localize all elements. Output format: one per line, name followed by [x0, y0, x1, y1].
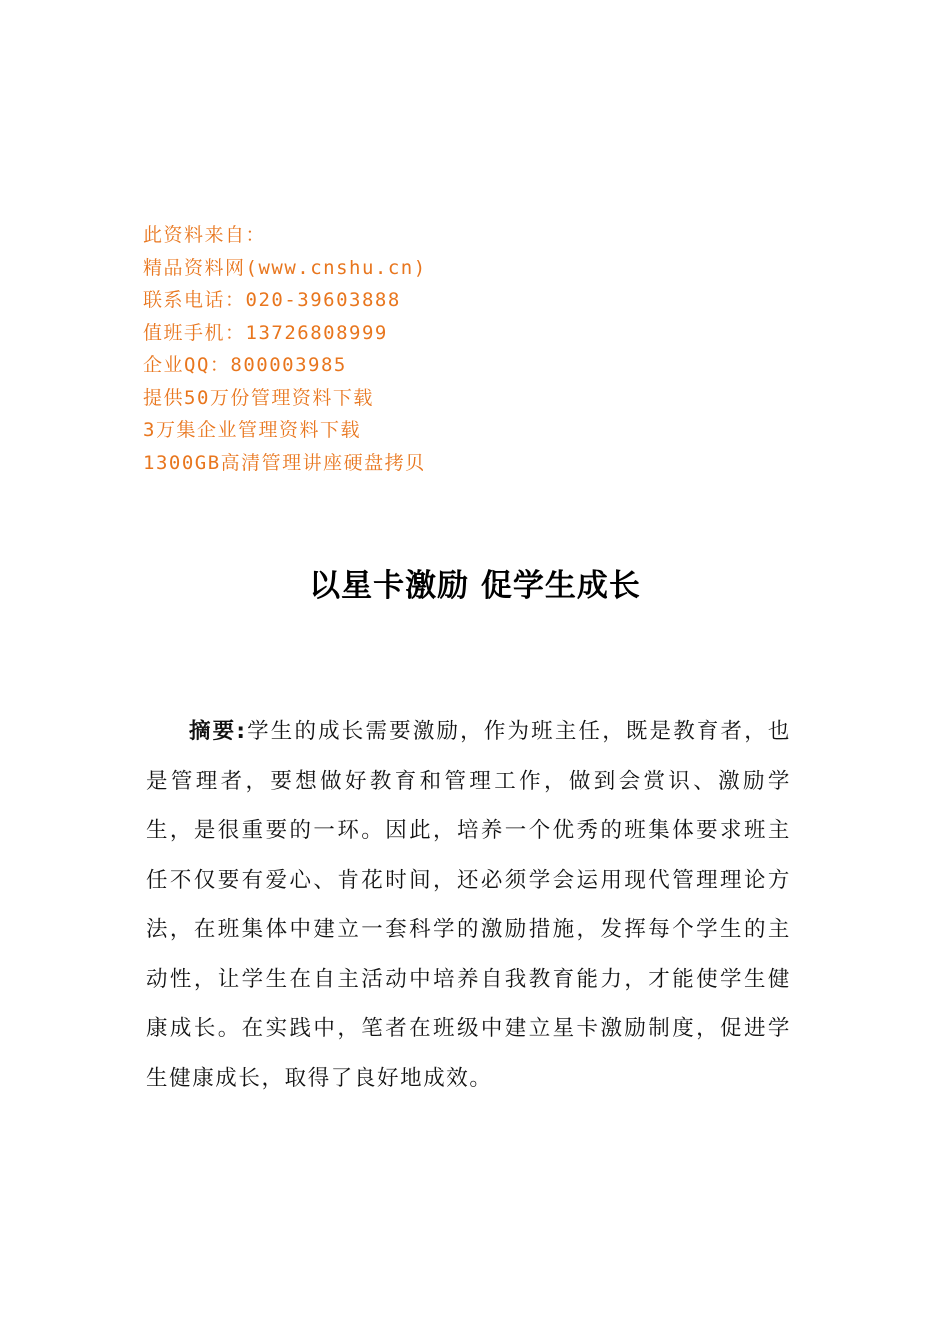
- source-info-block: [143, 219, 703, 479]
- abstract-paragraph: [146, 707, 791, 1103]
- source-line-mobile: 值班手机：13726808999: [143, 321, 388, 344]
- abstract-text: 学生的成长需要激励，作为班主任，既是教育者，也是管理者，要想做好教育和管理工作，做到会赏识、激励学生，是很重要的一环。因此，培养一个优秀的班集体要求班主任不仅要有爱心、肯花时间，还必须学会运用现代管理理论方法，在班集体中建立一套科学的激励措施，发挥每个学生的主动性，让学生在自主活动中培养自我教育能力，才能使学生健康成长。在实践中，笔者在班级中建立星卡激励制度，促进学生健康成长，取得了良好地成效。: [146, 719, 791, 1091]
- source-line-website: 精品资料网(www.cnshu.cn): [143, 256, 427, 279]
- source-line-qq: 企业QQ：800003985: [143, 354, 347, 376]
- source-line-header: 此资料来自：: [143, 224, 267, 246]
- source-line-offer-2: 3万集企业管理资料下载: [143, 419, 361, 441]
- source-line-offer-3: 1300GB高清管理讲座硬盘拷贝: [143, 451, 426, 474]
- source-line-offer-1: 提供50万份管理资料下载: [143, 386, 374, 409]
- source-line-phone: 联系电话：020-39603888: [143, 289, 401, 311]
- abstract-label: 摘要:: [189, 719, 247, 744]
- document-title: 以星卡激励 促学生成长: [309, 568, 641, 604]
